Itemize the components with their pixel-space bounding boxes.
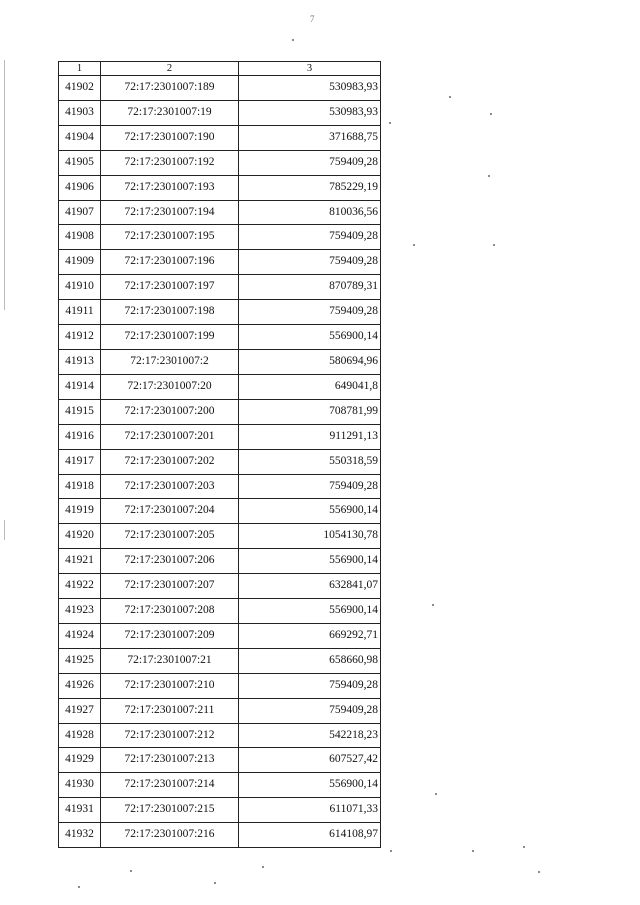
cadastral-number-cell: 72:17:2301007:201: [101, 424, 239, 449]
cadastral-number-cell: 72:17:2301007:198: [101, 300, 239, 325]
row-index-cell: 41909: [59, 250, 101, 275]
cadastral-value-cell: 556900,14: [239, 599, 381, 624]
cadastral-value-cell: 556900,14: [239, 499, 381, 524]
table-row: [59, 424, 381, 449]
scan-speck: [78, 886, 80, 888]
row-index-cell: 41920: [59, 524, 101, 549]
cadastral-value-cell: 870789,31: [239, 275, 381, 300]
table-row: [59, 175, 381, 200]
row-index-cell: 41916: [59, 424, 101, 449]
cadastral-value-cell: 759409,28: [239, 150, 381, 175]
table-row: [59, 599, 381, 624]
scan-margin-line: [4, 520, 5, 540]
row-index-cell: 41918: [59, 474, 101, 499]
row-index-cell: 41921: [59, 549, 101, 574]
row-index-cell: 41906: [59, 175, 101, 200]
cadastral-number-cell: 72:17:2301007:21: [101, 648, 239, 673]
cadastral-value-cell: 649041,8: [239, 374, 381, 399]
cadastral-number-cell: 72:17:2301007:199: [101, 325, 239, 350]
cadastral-number-cell: 72:17:2301007:197: [101, 275, 239, 300]
table-row: [59, 823, 381, 848]
header-col-1: 1: [59, 62, 101, 76]
row-index-cell: 41923: [59, 599, 101, 624]
table-row: [59, 499, 381, 524]
table-row: [59, 474, 381, 499]
row-index-cell: 41930: [59, 773, 101, 798]
table-row: [59, 100, 381, 125]
cadastral-value-cell: 759409,28: [239, 474, 381, 499]
table-row: [59, 673, 381, 698]
cadastral-number-cell: 72:17:2301007:206: [101, 549, 239, 574]
table-row: [59, 773, 381, 798]
row-index-cell: 41924: [59, 623, 101, 648]
scan-speck: [292, 39, 294, 41]
scan-speck: [435, 793, 437, 795]
cadastral-value-cell: 785229,19: [239, 175, 381, 200]
scan-speck: [389, 122, 391, 124]
table-body: [59, 76, 381, 848]
cadastral-number-cell: 72:17:2301007:207: [101, 574, 239, 599]
table-row: [59, 623, 381, 648]
row-index-cell: 41908: [59, 225, 101, 250]
cadastral-value-cell: 556900,14: [239, 773, 381, 798]
row-index-cell: 41931: [59, 798, 101, 823]
scan-speck: [523, 846, 525, 848]
cadastral-number-cell: 72:17:2301007:202: [101, 449, 239, 474]
table-row: [59, 524, 381, 549]
table-row: [59, 125, 381, 150]
table-row: [59, 325, 381, 350]
cadastral-value-cell: 669292,71: [239, 623, 381, 648]
row-index-cell: 41902: [59, 76, 101, 101]
table-row: [59, 574, 381, 599]
cadastral-value-cell: 611071,33: [239, 798, 381, 823]
row-index-cell: 41907: [59, 200, 101, 225]
row-index-cell: 41929: [59, 748, 101, 773]
scan-speck: [214, 882, 216, 884]
cadastral-number-cell: 72:17:2301007:196: [101, 250, 239, 275]
table-row: [59, 76, 381, 101]
cadastral-number-cell: 72:17:2301007:208: [101, 599, 239, 624]
table-row: [59, 723, 381, 748]
cadastral-number-cell: 72:17:2301007:194: [101, 200, 239, 225]
scan-speck: [490, 113, 492, 115]
scan-speck: [488, 175, 490, 177]
cadastral-number-cell: 72:17:2301007:213: [101, 748, 239, 773]
cadastral-value-table: [58, 61, 381, 848]
header-col-2: 2: [101, 62, 239, 76]
table-row: [59, 225, 381, 250]
cadastral-number-cell: 72:17:2301007:210: [101, 673, 239, 698]
cadastral-value-cell: 759409,28: [239, 698, 381, 723]
cadastral-value-cell: 550318,59: [239, 449, 381, 474]
table-row: [59, 150, 381, 175]
table-header: [59, 62, 381, 76]
cadastral-value-cell: 371688,75: [239, 125, 381, 150]
table-row: [59, 748, 381, 773]
row-index-cell: 41905: [59, 150, 101, 175]
cadastral-value-cell: 911291,13: [239, 424, 381, 449]
cadastral-number-cell: 72:17:2301007:195: [101, 225, 239, 250]
cadastral-value-cell: 614108,97: [239, 823, 381, 848]
cadastral-number-cell: 72:17:2301007:200: [101, 399, 239, 424]
cadastral-number-cell: 72:17:2301007:211: [101, 698, 239, 723]
cadastral-value-cell: 580694,96: [239, 349, 381, 374]
cadastral-value-cell: 810036,56: [239, 200, 381, 225]
cadastral-number-cell: 72:17:2301007:193: [101, 175, 239, 200]
row-index-cell: 41915: [59, 399, 101, 424]
cadastral-number-cell: 72:17:2301007:214: [101, 773, 239, 798]
cadastral-value-cell: 759409,28: [239, 300, 381, 325]
scan-speck: [262, 866, 264, 868]
cadastral-value-cell: 759409,28: [239, 250, 381, 275]
row-index-cell: 41904: [59, 125, 101, 150]
cadastral-number-cell: 72:17:2301007:192: [101, 150, 239, 175]
row-index-cell: 41913: [59, 349, 101, 374]
cadastral-value-cell: 542218,23: [239, 723, 381, 748]
scan-margin-line: [4, 60, 5, 310]
row-index-cell: 41903: [59, 100, 101, 125]
scan-speck: [493, 244, 495, 246]
scan-speck: [472, 850, 474, 852]
scan-speck: [538, 871, 540, 873]
cadastral-value-cell: 708781,99: [239, 399, 381, 424]
row-index-cell: 41910: [59, 275, 101, 300]
row-index-cell: 41911: [59, 300, 101, 325]
table-row: [59, 250, 381, 275]
cadastral-number-cell: 72:17:2301007:215: [101, 798, 239, 823]
cadastral-number-cell: 72:17:2301007:216: [101, 823, 239, 848]
table-row: [59, 648, 381, 673]
row-index-cell: 41926: [59, 673, 101, 698]
table-row: [59, 349, 381, 374]
table-row: [59, 300, 381, 325]
cadastral-value-cell: 530983,93: [239, 100, 381, 125]
cadastral-value-cell: 607527,42: [239, 748, 381, 773]
table-row: [59, 275, 381, 300]
table-row: [59, 698, 381, 723]
cadastral-number-cell: 72:17:2301007:209: [101, 623, 239, 648]
cadastral-number-cell: 72:17:2301007:20: [101, 374, 239, 399]
header-col-3: 3: [239, 62, 381, 76]
scan-speck: [413, 244, 415, 246]
row-index-cell: 41928: [59, 723, 101, 748]
scan-speck: [432, 604, 434, 606]
row-index-cell: 41925: [59, 648, 101, 673]
table-row: [59, 449, 381, 474]
cadastral-number-cell: 72:17:2301007:190: [101, 125, 239, 150]
cadastral-value-cell: 632841,07: [239, 574, 381, 599]
scan-speck: [130, 870, 132, 872]
scan-speck: [390, 850, 392, 852]
cadastral-value-cell: 759409,28: [239, 225, 381, 250]
cadastral-number-cell: 72:17:2301007:19: [101, 100, 239, 125]
table-row: [59, 798, 381, 823]
row-index-cell: 41932: [59, 823, 101, 848]
cadastral-number-cell: 72:17:2301007:2: [101, 349, 239, 374]
row-index-cell: 41919: [59, 499, 101, 524]
cadastral-value-cell: 556900,14: [239, 325, 381, 350]
cadastral-number-cell: 72:17:2301007:204: [101, 499, 239, 524]
row-index-cell: 41917: [59, 449, 101, 474]
row-index-cell: 41927: [59, 698, 101, 723]
scan-speck: [449, 96, 451, 98]
table-row: [59, 200, 381, 225]
cadastral-value-cell: 759409,28: [239, 673, 381, 698]
cadastral-number-cell: 72:17:2301007:205: [101, 524, 239, 549]
table-row: [59, 399, 381, 424]
header-row: [59, 62, 381, 76]
row-index-cell: 41914: [59, 374, 101, 399]
cadastral-number-cell: 72:17:2301007:212: [101, 723, 239, 748]
page-marker: 7: [310, 14, 315, 24]
row-index-cell: 41922: [59, 574, 101, 599]
cadastral-value-cell: 556900,14: [239, 549, 381, 574]
table-row: [59, 374, 381, 399]
table-row: [59, 549, 381, 574]
cadastral-number-cell: 72:17:2301007:203: [101, 474, 239, 499]
cadastral-value-cell: 1054130,78: [239, 524, 381, 549]
cadastral-number-cell: 72:17:2301007:189: [101, 76, 239, 101]
cadastral-value-cell: 530983,93: [239, 76, 381, 101]
cadastral-value-cell: 658660,98: [239, 648, 381, 673]
row-index-cell: 41912: [59, 325, 101, 350]
